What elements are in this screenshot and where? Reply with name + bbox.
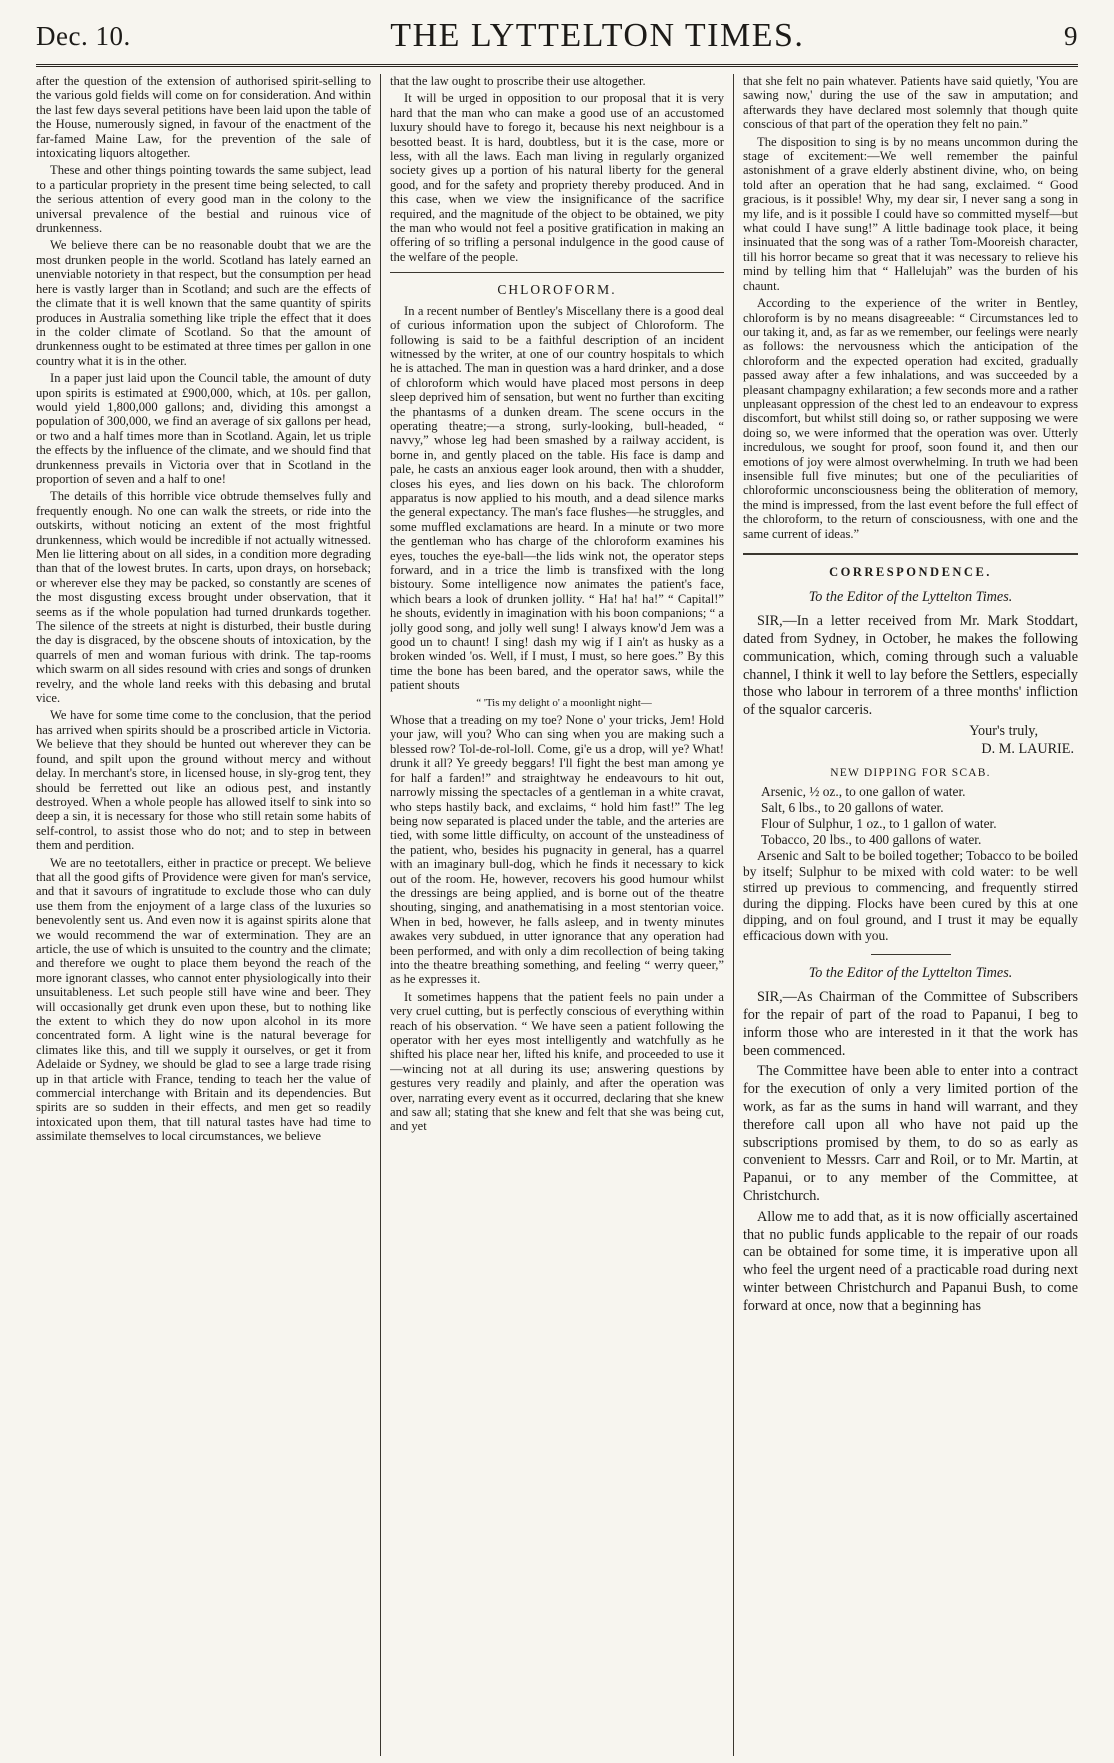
recipe-line: Tobacco, 20 lbs., to 400 gallons of water. <box>761 832 982 848</box>
letter-papanui-road <box>743 965 1078 1315</box>
column-2 <box>390 74 724 1756</box>
paragraph: These and other things pointing towards the same subject, lead to a particular propriety in the present time being selected, to call the serious attention of every good man in the colony to the universal prevalence of the bestial and ruinous vice of drunkenness. <box>36 163 371 236</box>
poem-line: “ 'Tis my delight o' a moonlight night— <box>476 696 652 709</box>
recipe-line: Arsenic, ½ oz., to one gallon of water. <box>761 784 966 800</box>
paragraph: We are no teetotallers, either in practice or precept. We believe that all the good gifts of Providence were given for man's service, and that it savours of ingratitude to exclude those who can duly use them from the enjoyment of a large class of the luxuries so benevolently sent us. And even now it is against spirits alone that we would recommend the war of extermination. They are an article, the use of which is unsuited to the country and the climate; and therefore we ought to place them beyond the reach of the more ignorant classes, who cannot enter physiologically into their unsuitableness. Let such people still have wine and beer. They will occasionally get drunk even upon these, but to nothing like the extent to which they do now upon alcohol in its more concentrated form. A light wine is the natural beverage for climates like this, and till we supply it ourselves, or get it from Adelaide or Sydney, we should be glad to see a large trade rising up in that article with France, tending to teach her the value of commercial interchange with Britain and its dependencies. But spirits are so sudden in their effects, and men get so readily intoxicated upon them, that till natural tastes have had time to assimilate themselves to local circumstances, we believe <box>36 855 371 1144</box>
page-number: 9 <box>1064 20 1078 51</box>
column-divider <box>380 74 381 1756</box>
section-rule <box>743 553 1078 555</box>
paragraph: In a recent number of Bentley's Miscellany there is a good deal of curious information upon the subject of Chloroform. The following is said to be a faithful description of an incident witnessed by the writer, at one of our country hospitals to which he is attached. The man in question was a hard drinker, and a dose of chloroform which would have placed most persons in deep sleep deprived him of sensation, but went no further than exciting the phantasms of a dunken dream. The scene occurs in the operating theatre;—a strong, surly-looking, bull-headed, “ navvy,” whose leg had been smashed by a railway accident, is borne in, and gently placed on the table. His face is damp and pale, he casts an anxious eager look around, then with a shudder, closes his eyes, and lies down on his back. The chloroform apparatus is now applied to his mouth, and a dead silence marks the general expectancy. The man's face flushes—he struggles, and some muffled exclamations are heard. In a minute or two more the gentleman who has charge of the chloroform examines his eyes, touches the eye-ball—the lids wink not, the operator steps forward, and in a trice the limb is transfixed with the long bistoury. Some intelligence now animates the patient's face, which bears a look of drunken jollity. “ Ha! ha! ha!” “ Capital!” he shouts, evidently in imagination with his boon companions; “ a jolly good song, and jolly well sung! I always know'd Jem was a good un to chaunt! I sing! dash my wig if I ain't as husky as a broken winded 'os. Well, if I must, I must, so here goes.” By this time the bone has been bared, and the operator saws, while the patient shouts <box>390 303 724 693</box>
masthead <box>36 8 1078 67</box>
recipe-note: Arsenic and Salt to be boiled together; Tobacco to be boiled by itself; Sulphur to be mixed with cold water: to be well stirred up previous to commencing, and frequently stirred during the dipping. Flocks have been cured by this at one dipping, and on foul ground, and I trust it may be equally efficacious down with you. <box>743 848 1078 944</box>
paragraph: The details of this horrible vice obtrude themselves fully and frequently enough. No one can walk the streets, or ride into the outskirts, without noticing an extent of the most frightful drunkenness, which would be incredible if not actually witnessed. Men lie littering about on all sides, in a condition more degrading than that of the lowest brutes. In carts, upon drays, on horseback; or wherever else they may be packed, so constantly are scenes of the most disgusting excess brought under observation, that it seems as if the whole population had turned drunkards together. The silence of the streets at night is disturbed, their bustle during the day is disgraced, by the obscene shouts of intoxication, by the quarrels of men and woman furious with drink. The tap-rooms which swarm on all sides resound with cries and songs of drunken revelry, and the whole land reeks with this debasing and brutal vice. <box>36 489 371 706</box>
article-heading-chloroform: CHLOROFORM. <box>497 282 617 298</box>
newspaper-title: THE LYTTELTON TIMES. <box>390 17 805 54</box>
paragraph: According to the experience of the writer in Bentley, chloroform is by no means disagreeable: “ Circumstances led to our taking it, and, as far as we remember, our feelings were nearly as follows: the nervousness which the anticipation of the chloroform and the expected operation had excited, gradually passed away after a few inhalations, and was succeeded by a pleasant champagny exhilaration; a few seconds more and a rather unpleasant oppression of the chest led to an endeavour to express discomfort, but whilst still doing so, or rather supposing we were doing so, we were informed that the operation was over. Utterly incredulous, we sought for proof, soon found it, and then our emotions of joy were almost overwhelming. In truth we had been insensible full five minutes; but one of the peculiarities of chloroformic unconsciousness being the obliteration of memory, the mind is impressed, from the last event before the full effect of the chloroform, to the return of consciousness, with one and the same current of ideas.” <box>743 296 1078 541</box>
letter-signoff: Your's truly, <box>969 722 1038 739</box>
paragraph: after the question of the extension of authorised spirit-selling to the various gold fields will come on for consideration. And within the last few days several petitions have been laid upon the table of the House, numerously signed, in favour of the enactment of the far-famed Maine Law, for the prevention of the sale of intoxicating liquors altogether. <box>36 74 371 161</box>
paragraph: It will be urged in opposition to our proposal that it is very hard that the man who can make a good use of an accustomed luxury should have to forego it, because his next neighbour is a besotted beast. It is hard, doubtless, but it is the case, more or less, with all the laws. Each man living in regularly organized society gives up a portion of his natural liberty for the general good, and for the safety and propriety thereby produced. And in this case, when we view the insignificance of the sacrifice required, and the magnitude of the object to be obtained, we pity the man who would not feel a positive gratification in making an offering of so trifling a personal indulgence in the good cause of the welfare of the people. <box>390 91 724 264</box>
recipe-title: NEW DIPPING FOR SCAB. <box>830 766 991 779</box>
recipe-line: Salt, 6 lbs., to 20 gallons of water. <box>761 800 944 816</box>
paragraph: that the law ought to proscribe their use altogether. <box>390 74 646 88</box>
column-1 <box>36 74 371 1756</box>
paragraph: We believe there can be no reasonable doubt that we are the most drunken people in the world. Scotland has lately earned an unenviable notoriety in that respect, but the consumption per head here is vastly larger than in Scotland; and such are the effects of the climate that it is well known that the same quantity of spirits produces in Australia something like triple the effect that it does in the colder climate of Scotland. So that the amount of drunkenness ought to be estimated at three times per gallon in one country what it is in the other. <box>36 238 371 368</box>
letter-body: Allow me to add that, as it is now officially ascertained that no public funds applicable to the repair of our roads can be obtained for some time, it is imperative upon all who feel the urgent need of a practicable road during next winter between Christchurch and Papanui Bush, to come forward at once, now that a beginning has <box>743 1208 1078 1314</box>
letter-scab-dipping <box>743 589 1078 944</box>
paragraph: Whose that a treading on my toe? None o' your tricks, Jem! Hold your jaw, will you? Who can sing when you are making such a blessed row? Tol-de-rol-loll. Come, gi'e us a drop, will ye? What! drunk it all? Ye greedy beggars! I'll fight the best man among ye for half a farden!” and straightway he endeavours to hit out, narrowly missing the spectacles of a gentleman in a white cravat, who steps hastily back, and exclaims, “ hold him fast!” The leg being now separated is placed under the table, and the arteries are tied, with some little difficulty, on account of the unsteadiness of the patient, who, besides his pugnacity in general, has a quarrel with an imaginary bull-dog, which he finds it necessary to kick out of the room. He, however, recovers his good humour whilst the dressings are being applied, and is borne out of the theatre shouting, singing, and anathematising in a most stentorian voice. When in bed, however, he falls asleep, and in twenty minutes awakes very subdued, in utter ignorance that any operation had been performed, and with only a dim recollection of being taking into the theatre breathing something, and feeling “ werry queer,” as he expresses it. <box>390 713 724 987</box>
article-columns <box>36 74 1078 1756</box>
column-divider <box>733 74 734 1756</box>
column-3 <box>743 74 1078 1756</box>
paragraph: that she felt no pain whatever. Patients have said quietly, 'You are sawing now,' during the use of the saw in amputation; and afterwards they have declared most solemnly that though quite conscious of that part of the operation they felt no pain.” <box>743 74 1078 132</box>
issue-date: Dec. 10. <box>36 20 131 51</box>
separator-rule <box>871 954 951 955</box>
letter-addressee: To the Editor of the Lyttelton Times. <box>808 589 1013 606</box>
letter-body: The Committee have been able to enter into a contract for the execution of only a very limited portion of the work, as far as the sums in hand will warrant, and they therefore call upon all who have not paid up the subscriptions promised by them, to do so as early as convenient to Messrs. Carr and Roil, or to Mr. Martin, at Papanui, or to any member of the Committee, at Christchurch. <box>743 1063 1078 1204</box>
section-rule <box>390 272 724 273</box>
paragraph: The disposition to sing is by no means uncommon during the stage of excitement:—We well remember the painful astonishment of a grave elderly abstinent divine, who, on being told after an operation that he had sang, exclaimed. “ Good gracious, is it possible! Why, my dear sir, I never sang a song in my life, and is it possible I could have so committed myself—but what could I have sung!” A little badinage took place, it being insinuated that the song was of a rather Tom-Mooreish character, till his horror became so great that it was necessary to relieve his mind by telling him that “ Hallelujah” was the burden of his chaunt. <box>743 134 1078 293</box>
letter-signature: D. M. LAURIE. <box>981 740 1074 757</box>
paragraph: In a paper just laid upon the Council table, the amount of duty upon spirits is estimated at £900,000, which, at 10s. per gallon, would yield 1,800,000 gallons; and, dividing this amongst a population of 300,000, we find an average of six gallons per head, or two and a half times more than in Scotland. Again, let us triple the effects by the influence of the climate, and we should find that drunkenness prevails in Victoria over that in Scotland in the proportion of seven and a half to one! <box>36 371 371 486</box>
letter-body: SIR,—In a letter received from Mr. Mark Stoddart, dated from Sydney, in October, he makes the following communication, which, coming through such a valuable channel, I think it well to lay before the Settlers, especially those who labour in terrorem of a three months' infliction of the squalor carceris. <box>743 613 1078 719</box>
recipe-line: Flour of Sulphur, 1 oz., to 1 gallon of water. <box>761 816 997 832</box>
correspondence-heading: CORRESPONDENCE. <box>829 565 992 579</box>
paragraph: It sometimes happens that the patient feels no pain under a very cruel cutting, but is perfectly conscious of everything within reach of his observation. “ We have seen a patient following the operator with her eyes most intelligently and watchfully as he shifted his place near her, lifted his knife, and proceeded to use it—wincing not at all during its use; answering questions by gestures very readily and plainly, and after the operation was over, narrating every event as it occurred, declaring that she knew and saw all; stating that she knew and felt that she was being cut, and yet <box>390 989 724 1134</box>
letter-body: SIR,—As Chairman of the Committee of Subscribers for the repair of part of the road to Papanui, I beg to inform those who are interested in it that the work has been commenced. <box>743 989 1078 1059</box>
paragraph: We have for some time come to the conclusion, that the period has arrived when spirits should be a proscribed article in Victoria. We believe that they should be hunted out wherever they can be found, and spilt upon the ground without mercy and without delay. In merchant's store, in licensed house, in sly-grog tent, they should be ferretted out like an odious pest, and instantly destroyed. When a whole people has allowed itself to sink into so deep a sin, it is necessary for those who still retain some habits of self-control, to assist those who do not; and to step in between them and perdition. <box>36 708 371 853</box>
letter-addressee: To the Editor of the Lyttelton Times. <box>808 965 1013 982</box>
